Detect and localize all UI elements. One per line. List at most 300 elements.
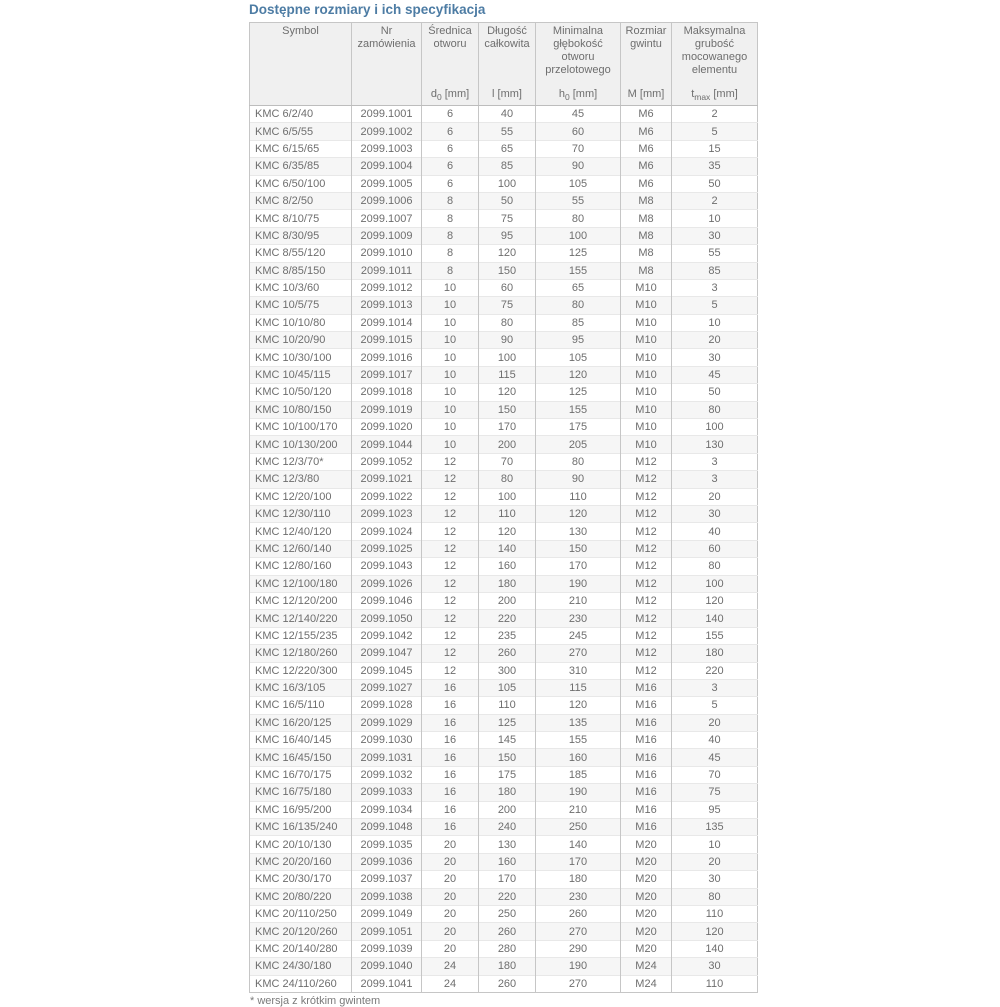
cell-min-through-hole-depth: 155 <box>536 401 621 418</box>
cell-symbol: KMC 16/75/180 <box>250 784 352 801</box>
cell-thread-size: M10 <box>621 419 672 436</box>
cell-thread-size: M10 <box>621 297 672 314</box>
cell-total-length: 140 <box>479 540 536 557</box>
cell-order-number: 2099.1022 <box>352 488 422 505</box>
cell-order-number: 2099.1042 <box>352 627 422 644</box>
cell-symbol: KMC 12/80/160 <box>250 558 352 575</box>
cell-symbol: KMC 8/2/50 <box>250 192 352 209</box>
table-row <box>250 975 758 992</box>
cell-hole-diameter: 16 <box>422 749 479 766</box>
cell-symbol: KMC 12/120/200 <box>250 592 352 609</box>
cell-order-number: 2099.1015 <box>352 332 422 349</box>
cell-order-number: 2099.1038 <box>352 888 422 905</box>
cell-max-fixture-thickness: 180 <box>672 645 758 662</box>
cell-thread-size: M20 <box>621 871 672 888</box>
cell-total-length: 280 <box>479 940 536 957</box>
col-header-symbol <box>250 23 352 106</box>
table-row <box>250 853 758 870</box>
cell-hole-diameter: 10 <box>422 314 479 331</box>
cell-order-number: 2099.1035 <box>352 836 422 853</box>
cell-max-fixture-thickness: 5 <box>672 697 758 714</box>
cell-min-through-hole-depth: 175 <box>536 419 621 436</box>
cell-symbol: KMC 12/100/180 <box>250 575 352 592</box>
cell-min-through-hole-depth: 210 <box>536 592 621 609</box>
table-row <box>250 714 758 731</box>
cell-thread-size: M16 <box>621 784 672 801</box>
cell-symbol: KMC 10/50/120 <box>250 384 352 401</box>
table-row <box>250 140 758 157</box>
table-row <box>250 262 758 279</box>
cell-hole-diameter: 10 <box>422 297 479 314</box>
cell-thread-size: M8 <box>621 227 672 244</box>
cell-min-through-hole-depth: 80 <box>536 453 621 470</box>
cell-hole-diameter: 12 <box>422 645 479 662</box>
cell-max-fixture-thickness: 30 <box>672 227 758 244</box>
cell-symbol: KMC 10/3/60 <box>250 279 352 296</box>
cell-symbol: KMC 12/20/100 <box>250 488 352 505</box>
cell-min-through-hole-depth: 125 <box>536 245 621 262</box>
cell-min-through-hole-depth: 60 <box>536 123 621 140</box>
cell-hole-diameter: 8 <box>422 192 479 209</box>
cell-total-length: 180 <box>479 575 536 592</box>
cell-max-fixture-thickness: 20 <box>672 714 758 731</box>
cell-max-fixture-thickness: 75 <box>672 784 758 801</box>
cell-hole-diameter: 12 <box>422 662 479 679</box>
cell-order-number: 2099.1049 <box>352 905 422 922</box>
cell-symbol: KMC 6/5/55 <box>250 123 352 140</box>
cell-max-fixture-thickness: 3 <box>672 679 758 696</box>
cell-hole-diameter: 10 <box>422 349 479 366</box>
table-row <box>250 158 758 175</box>
cell-hole-diameter: 12 <box>422 471 479 488</box>
cell-thread-size: M20 <box>621 923 672 940</box>
cell-hole-diameter: 16 <box>422 697 479 714</box>
cell-min-through-hole-depth: 110 <box>536 488 621 505</box>
page-title: Dostępne rozmiary i ich specyfikacja <box>249 2 486 17</box>
cell-order-number: 2099.1013 <box>352 297 422 314</box>
cell-total-length: 80 <box>479 314 536 331</box>
table-row <box>250 314 758 331</box>
cell-thread-size: M20 <box>621 853 672 870</box>
cell-thread-size: M10 <box>621 401 672 418</box>
cell-min-through-hole-depth: 205 <box>536 436 621 453</box>
cell-total-length: 150 <box>479 749 536 766</box>
cell-min-through-hole-depth: 115 <box>536 679 621 696</box>
cell-order-number: 2099.1007 <box>352 210 422 227</box>
cell-max-fixture-thickness: 40 <box>672 523 758 540</box>
cell-min-through-hole-depth: 155 <box>536 732 621 749</box>
cell-thread-size: M12 <box>621 505 672 522</box>
cell-min-through-hole-depth: 190 <box>536 958 621 975</box>
cell-max-fixture-thickness: 110 <box>672 905 758 922</box>
cell-hole-diameter: 10 <box>422 279 479 296</box>
cell-max-fixture-thickness: 55 <box>672 245 758 262</box>
table-row <box>250 888 758 905</box>
cell-thread-size: M12 <box>621 523 672 540</box>
cell-total-length: 100 <box>479 349 536 366</box>
table-row <box>250 384 758 401</box>
table-row <box>250 905 758 922</box>
cell-symbol: KMC 16/70/175 <box>250 766 352 783</box>
cell-max-fixture-thickness: 50 <box>672 175 758 192</box>
cell-total-length: 235 <box>479 627 536 644</box>
cell-max-fixture-thickness: 120 <box>672 923 758 940</box>
cell-thread-size: M16 <box>621 732 672 749</box>
table-row <box>250 505 758 522</box>
cell-min-through-hole-depth: 85 <box>536 314 621 331</box>
cell-hole-diameter: 12 <box>422 523 479 540</box>
cell-min-through-hole-depth: 150 <box>536 540 621 557</box>
cell-symbol: KMC 12/3/80 <box>250 471 352 488</box>
cell-thread-size: M20 <box>621 940 672 957</box>
table-row <box>250 958 758 975</box>
cell-max-fixture-thickness: 60 <box>672 540 758 557</box>
table-row <box>250 732 758 749</box>
cell-symbol: KMC 16/95/200 <box>250 801 352 818</box>
table-row <box>250 471 758 488</box>
cell-max-fixture-thickness: 95 <box>672 801 758 818</box>
table-row <box>250 871 758 888</box>
table-row <box>250 419 758 436</box>
col-unit: $t_{max}$ [mm] <box>691 87 738 102</box>
cell-hole-diameter: 16 <box>422 819 479 836</box>
cell-total-length: 180 <box>479 958 536 975</box>
table-row <box>250 332 758 349</box>
cell-min-through-hole-depth: 65 <box>536 279 621 296</box>
cell-total-length: 150 <box>479 401 536 418</box>
cell-symbol: KMC 6/15/65 <box>250 140 352 157</box>
cell-thread-size: M10 <box>621 436 672 453</box>
cell-order-number: 2099.1017 <box>352 366 422 383</box>
cell-max-fixture-thickness: 20 <box>672 853 758 870</box>
cell-order-number: 2099.1026 <box>352 575 422 592</box>
cell-symbol: KMC 8/30/95 <box>250 227 352 244</box>
cell-symbol: KMC 10/100/170 <box>250 419 352 436</box>
col-label: Rozmiar gwintu <box>625 25 667 50</box>
cell-thread-size: M12 <box>621 540 672 557</box>
cell-hole-diameter: 24 <box>422 958 479 975</box>
cell-total-length: 115 <box>479 366 536 383</box>
cell-total-length: 260 <box>479 975 536 992</box>
cell-hole-diameter: 12 <box>422 505 479 522</box>
cell-hole-diameter: 12 <box>422 453 479 470</box>
cell-total-length: 65 <box>479 140 536 157</box>
cell-thread-size: M12 <box>621 627 672 644</box>
cell-symbol: KMC 8/10/75 <box>250 210 352 227</box>
cell-total-length: 100 <box>479 175 536 192</box>
col-label: Długość całkowita <box>484 25 530 50</box>
cell-total-length: 50 <box>479 192 536 209</box>
cell-total-length: 240 <box>479 819 536 836</box>
cell-symbol: KMC 16/3/105 <box>250 679 352 696</box>
table-row <box>250 523 758 540</box>
cell-total-length: 175 <box>479 766 536 783</box>
cell-total-length: 145 <box>479 732 536 749</box>
cell-order-number: 2099.1018 <box>352 384 422 401</box>
cell-min-through-hole-depth: 170 <box>536 558 621 575</box>
cell-hole-diameter: 20 <box>422 888 479 905</box>
cell-hole-diameter: 16 <box>422 714 479 731</box>
table-row <box>250 784 758 801</box>
table-row <box>250 123 758 140</box>
cell-thread-size: M24 <box>621 958 672 975</box>
cell-max-fixture-thickness: 100 <box>672 419 758 436</box>
cell-order-number: 2099.1023 <box>352 505 422 522</box>
table-row <box>250 923 758 940</box>
col-header-thread-size <box>621 23 672 106</box>
cell-hole-diameter: 8 <box>422 262 479 279</box>
cell-order-number: 2099.1012 <box>352 279 422 296</box>
cell-total-length: 200 <box>479 436 536 453</box>
cell-order-number: 2099.1043 <box>352 558 422 575</box>
table-row <box>250 801 758 818</box>
cell-min-through-hole-depth: 95 <box>536 332 621 349</box>
cell-symbol: KMC 12/40/120 <box>250 523 352 540</box>
cell-hole-diameter: 10 <box>422 332 479 349</box>
cell-min-through-hole-depth: 230 <box>536 888 621 905</box>
table-row <box>250 401 758 418</box>
cell-thread-size: M12 <box>621 645 672 662</box>
cell-max-fixture-thickness: 3 <box>672 453 758 470</box>
cell-thread-size: M20 <box>621 888 672 905</box>
cell-order-number: 2099.1003 <box>352 140 422 157</box>
cell-min-through-hole-depth: 155 <box>536 262 621 279</box>
cell-max-fixture-thickness: 20 <box>672 332 758 349</box>
cell-total-length: 160 <box>479 853 536 870</box>
cell-max-fixture-thickness: 3 <box>672 471 758 488</box>
cell-order-number: 2099.1027 <box>352 679 422 696</box>
cell-hole-diameter: 8 <box>422 245 479 262</box>
cell-hole-diameter: 12 <box>422 575 479 592</box>
cell-hole-diameter: 6 <box>422 123 479 140</box>
cell-max-fixture-thickness: 80 <box>672 888 758 905</box>
cell-order-number: 2099.1025 <box>352 540 422 557</box>
cell-total-length: 75 <box>479 297 536 314</box>
cell-order-number: 2099.1014 <box>352 314 422 331</box>
cell-min-through-hole-depth: 160 <box>536 749 621 766</box>
cell-symbol: KMC 12/140/220 <box>250 610 352 627</box>
cell-symbol: KMC 20/80/220 <box>250 888 352 905</box>
cell-total-length: 120 <box>479 245 536 262</box>
cell-thread-size: M12 <box>621 471 672 488</box>
col-unit: $h_0$ [mm] <box>558 87 598 102</box>
cell-max-fixture-thickness: 40 <box>672 732 758 749</box>
cell-symbol: KMC 10/20/90 <box>250 332 352 349</box>
cell-thread-size: M6 <box>621 123 672 140</box>
cell-order-number: 2099.1006 <box>352 192 422 209</box>
cell-hole-diameter: 12 <box>422 627 479 644</box>
footnote: * wersja z krótkim gwintem <box>250 994 381 1007</box>
cell-thread-size: M16 <box>621 766 672 783</box>
cell-hole-diameter: 16 <box>422 766 479 783</box>
cell-thread-size: M10 <box>621 349 672 366</box>
table-row <box>250 349 758 366</box>
cell-hole-diameter: 20 <box>422 923 479 940</box>
cell-order-number: 2099.1016 <box>352 349 422 366</box>
cell-total-length: 220 <box>479 610 536 627</box>
cell-min-through-hole-depth: 70 <box>536 140 621 157</box>
cell-order-number: 2099.1051 <box>352 923 422 940</box>
cell-hole-diameter: 12 <box>422 488 479 505</box>
cell-order-number: 2099.1019 <box>352 401 422 418</box>
cell-max-fixture-thickness: 155 <box>672 627 758 644</box>
cell-max-fixture-thickness: 100 <box>672 575 758 592</box>
cell-order-number: 2099.1011 <box>352 262 422 279</box>
cell-min-through-hole-depth: 270 <box>536 975 621 992</box>
cell-hole-diameter: 20 <box>422 871 479 888</box>
col-header-max-fixture-thickness <box>672 23 758 106</box>
cell-symbol: KMC 10/130/200 <box>250 436 352 453</box>
cell-symbol: KMC 16/5/110 <box>250 697 352 714</box>
cell-order-number: 2099.1032 <box>352 766 422 783</box>
cell-hole-diameter: 20 <box>422 853 479 870</box>
cell-min-through-hole-depth: 90 <box>536 158 621 175</box>
cell-total-length: 100 <box>479 488 536 505</box>
cell-symbol: KMC 20/20/160 <box>250 853 352 870</box>
table-row <box>250 210 758 227</box>
table-row <box>250 940 758 957</box>
cell-hole-diameter: 10 <box>422 401 479 418</box>
table-row <box>250 836 758 853</box>
cell-hole-diameter: 6 <box>422 158 479 175</box>
cell-order-number: 2099.1041 <box>352 975 422 992</box>
cell-thread-size: M12 <box>621 488 672 505</box>
cell-min-through-hole-depth: 310 <box>536 662 621 679</box>
table-row <box>250 106 758 123</box>
cell-order-number: 2099.1030 <box>352 732 422 749</box>
cell-total-length: 75 <box>479 210 536 227</box>
cell-total-length: 300 <box>479 662 536 679</box>
cell-min-through-hole-depth: 80 <box>536 210 621 227</box>
cell-min-through-hole-depth: 140 <box>536 836 621 853</box>
cell-total-length: 130 <box>479 836 536 853</box>
cell-order-number: 2099.1046 <box>352 592 422 609</box>
cell-max-fixture-thickness: 10 <box>672 836 758 853</box>
cell-min-through-hole-depth: 105 <box>536 349 621 366</box>
cell-max-fixture-thickness: 140 <box>672 610 758 627</box>
table-row <box>250 488 758 505</box>
cell-max-fixture-thickness: 3 <box>672 279 758 296</box>
col-label: Nr zamówienia <box>357 25 416 50</box>
cell-hole-diameter: 16 <box>422 732 479 749</box>
cell-symbol: KMC 16/40/145 <box>250 732 352 749</box>
cell-max-fixture-thickness: 50 <box>672 384 758 401</box>
cell-hole-diameter: 10 <box>422 436 479 453</box>
cell-max-fixture-thickness: 15 <box>672 140 758 157</box>
cell-symbol: KMC 16/20/125 <box>250 714 352 731</box>
cell-symbol: KMC 16/135/240 <box>250 819 352 836</box>
table-row <box>250 749 758 766</box>
cell-hole-diameter: 12 <box>422 558 479 575</box>
col-header-min-through-hole-depth <box>536 23 621 106</box>
cell-thread-size: M16 <box>621 714 672 731</box>
cell-total-length: 170 <box>479 419 536 436</box>
cell-total-length: 200 <box>479 592 536 609</box>
cell-thread-size: M16 <box>621 819 672 836</box>
cell-order-number: 2099.1020 <box>352 419 422 436</box>
cell-min-through-hole-depth: 45 <box>536 106 621 123</box>
table-row <box>250 175 758 192</box>
cell-symbol: KMC 10/80/150 <box>250 401 352 418</box>
cell-max-fixture-thickness: 80 <box>672 401 758 418</box>
cell-order-number: 2099.1031 <box>352 749 422 766</box>
cell-min-through-hole-depth: 180 <box>536 871 621 888</box>
cell-thread-size: M16 <box>621 801 672 818</box>
cell-symbol: KMC 10/10/80 <box>250 314 352 331</box>
cell-hole-diameter: 20 <box>422 940 479 957</box>
table-row <box>250 540 758 557</box>
col-header-total-length <box>479 23 536 106</box>
cell-symbol: KMC 24/110/260 <box>250 975 352 992</box>
cell-max-fixture-thickness: 85 <box>672 262 758 279</box>
table-row <box>250 436 758 453</box>
cell-thread-size: M10 <box>621 332 672 349</box>
cell-thread-size: M16 <box>621 679 672 696</box>
cell-symbol: KMC 20/30/170 <box>250 871 352 888</box>
table-row <box>250 645 758 662</box>
cell-order-number: 2099.1004 <box>352 158 422 175</box>
cell-thread-size: M12 <box>621 662 672 679</box>
cell-max-fixture-thickness: 10 <box>672 314 758 331</box>
cell-min-through-hole-depth: 55 <box>536 192 621 209</box>
table-row <box>250 453 758 470</box>
cell-order-number: 2099.1047 <box>352 645 422 662</box>
cell-max-fixture-thickness: 80 <box>672 558 758 575</box>
cell-total-length: 220 <box>479 888 536 905</box>
table-row <box>250 592 758 609</box>
cell-min-through-hole-depth: 190 <box>536 784 621 801</box>
table-row <box>250 627 758 644</box>
cell-min-through-hole-depth: 230 <box>536 610 621 627</box>
cell-hole-diameter: 16 <box>422 679 479 696</box>
col-label: Symbol <box>282 25 319 37</box>
cell-symbol: KMC 20/140/280 <box>250 940 352 957</box>
cell-total-length: 170 <box>479 871 536 888</box>
cell-symbol: KMC 12/220/300 <box>250 662 352 679</box>
col-header-hole-diameter <box>422 23 479 106</box>
cell-min-through-hole-depth: 120 <box>536 697 621 714</box>
cell-thread-size: M10 <box>621 279 672 296</box>
table-row <box>250 662 758 679</box>
cell-max-fixture-thickness: 30 <box>672 349 758 366</box>
cell-min-through-hole-depth: 270 <box>536 923 621 940</box>
cell-symbol: KMC 10/5/75 <box>250 297 352 314</box>
cell-order-number: 2099.1048 <box>352 819 422 836</box>
cell-hole-diameter: 12 <box>422 592 479 609</box>
cell-min-through-hole-depth: 105 <box>536 175 621 192</box>
cell-max-fixture-thickness: 130 <box>672 436 758 453</box>
cell-total-length: 200 <box>479 801 536 818</box>
cell-total-length: 260 <box>479 645 536 662</box>
cell-order-number: 2099.1010 <box>352 245 422 262</box>
cell-max-fixture-thickness: 5 <box>672 297 758 314</box>
cell-hole-diameter: 20 <box>422 905 479 922</box>
table-row <box>250 558 758 575</box>
cell-total-length: 120 <box>479 384 536 401</box>
cell-min-through-hole-depth: 190 <box>536 575 621 592</box>
cell-thread-size: M12 <box>621 592 672 609</box>
cell-symbol: KMC 8/55/120 <box>250 245 352 262</box>
cell-hole-diameter: 10 <box>422 366 479 383</box>
cell-total-length: 105 <box>479 679 536 696</box>
cell-thread-size: M6 <box>621 106 672 123</box>
cell-min-through-hole-depth: 130 <box>536 523 621 540</box>
cell-max-fixture-thickness: 2 <box>672 192 758 209</box>
cell-symbol: KMC 12/30/110 <box>250 505 352 522</box>
cell-hole-diameter: 8 <box>422 227 479 244</box>
specs-table <box>249 22 758 993</box>
col-unit: M [mm] <box>627 87 665 100</box>
